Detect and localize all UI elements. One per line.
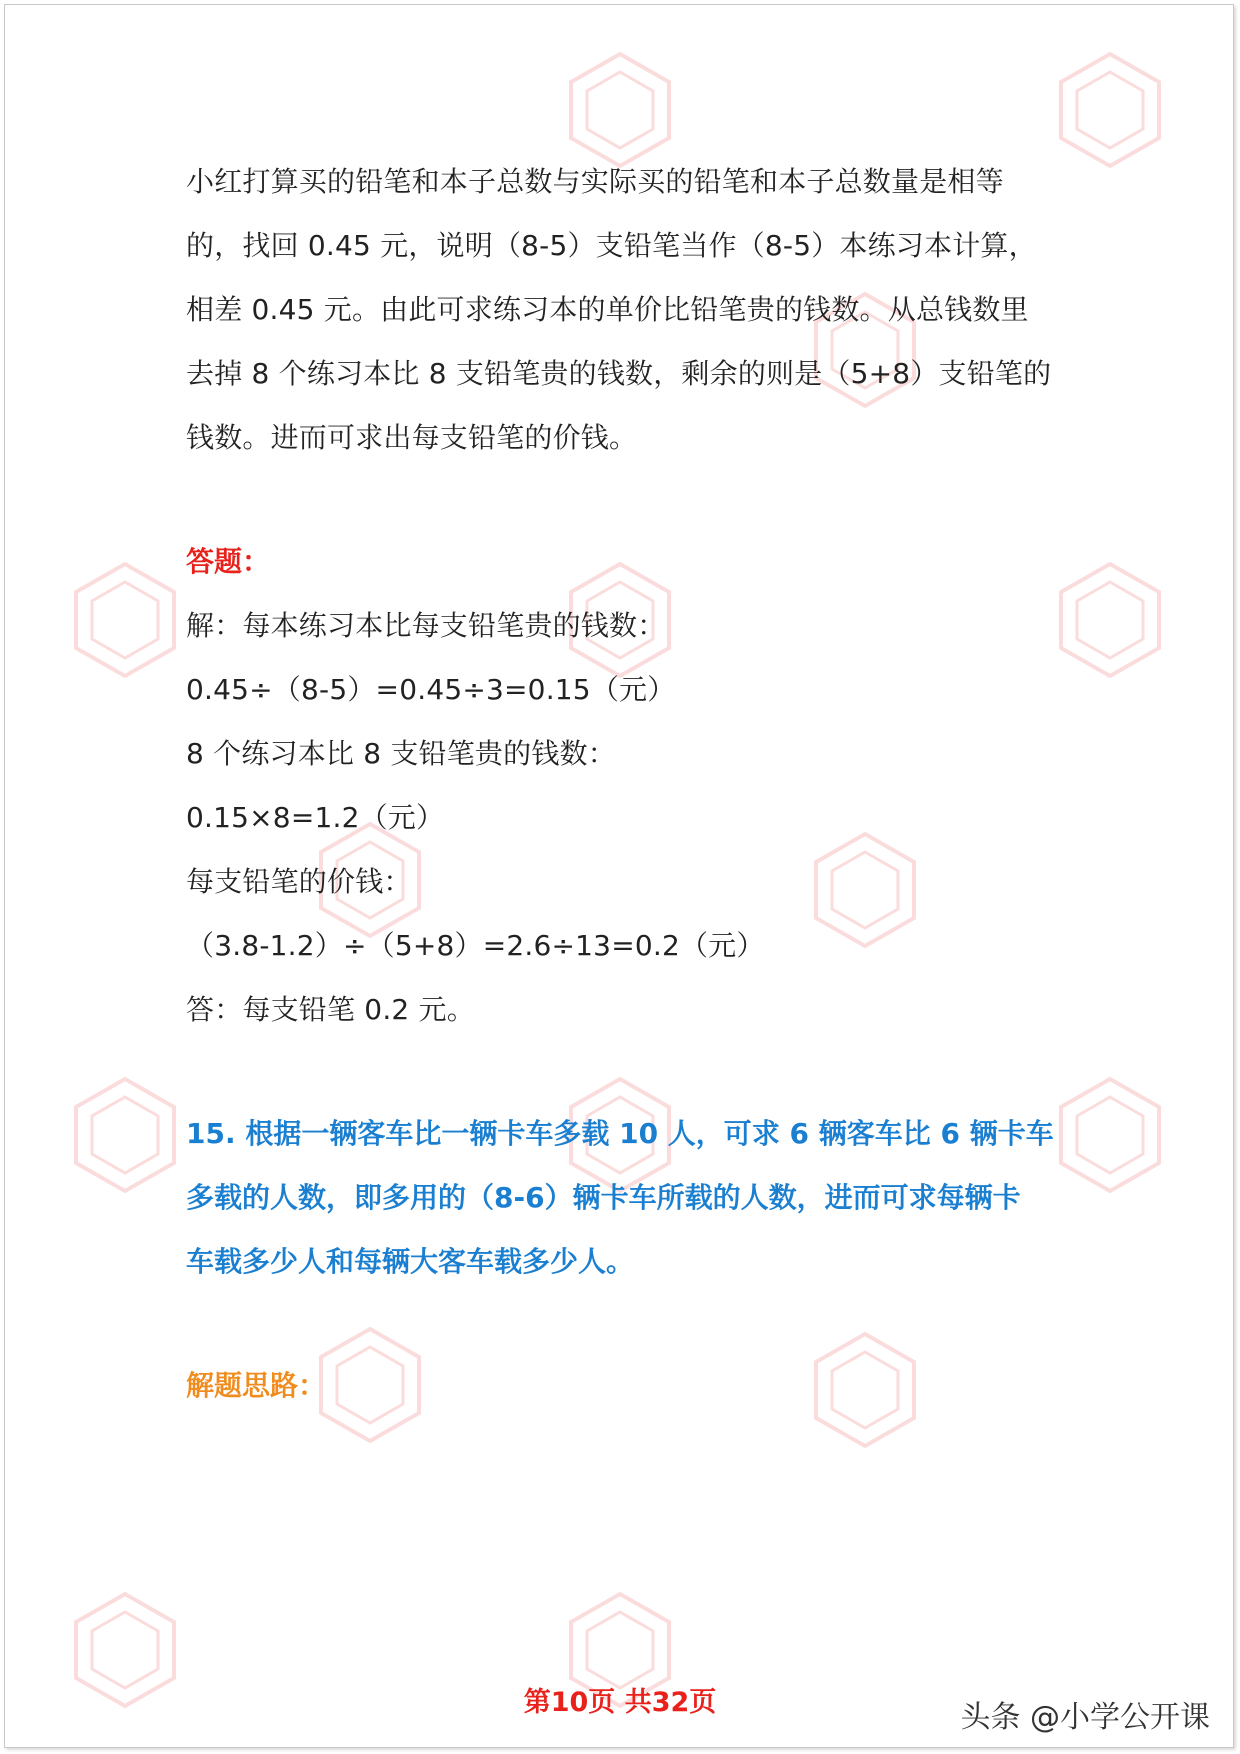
watermark-icon [1055, 560, 1165, 680]
answer-block [186, 530, 1066, 1042]
answer-line: （3.8-1.2）÷（5+8）=2.6÷13=0.2（元） [186, 929, 765, 962]
explanation-line: 钱数。进而可求出每支铅笔的价钱。 [186, 421, 638, 454]
page-number: 第10页 共32页 [523, 1687, 717, 1718]
explanation-line: 相差 0.45 元。由此可求练习本的单价比铅笔贵的钱数。从总钱数里 [186, 293, 1029, 326]
watermark-icon [1055, 50, 1165, 170]
explanation-line: 去掉 8 个练习本比 8 支铅笔贵的钱数，剩余的则是（5+8）支铅笔的 [186, 357, 1052, 390]
approach-heading: 解题思路： [186, 1369, 327, 1402]
answer-line: 每支铅笔的价钱： [186, 865, 412, 898]
answer-heading: 答题： [186, 545, 271, 578]
problem-line: 15. 根据一辆客车比一辆卡车多载 10 人，可求 6 辆客车比 6 辆卡车 [186, 1117, 1054, 1150]
watermark-icon [70, 560, 180, 680]
answer-line: 8 个练习本比 8 支铅笔贵的钱数： [186, 737, 616, 770]
problem-15-block [186, 1102, 1066, 1294]
source-watermark: 头条 @小学公开课 [960, 1700, 1210, 1735]
explanation-block [186, 150, 1066, 470]
explanation-line: 小红打算买的铅笔和本子总数与实际买的铅笔和本子总数量是相等 [186, 165, 1004, 198]
document-body [186, 150, 1066, 1418]
watermark-icon [1055, 1075, 1165, 1195]
problem-line: 车载多少人和每辆大客车载多少人。 [186, 1245, 635, 1278]
watermark-icon [70, 1075, 180, 1195]
problem-line: 多载的人数，即多用的（8-6）辆卡车所载的人数，进而可求每辆卡 [186, 1181, 1021, 1214]
answer-line: 0.45÷（8-5）=0.45÷3=0.15（元） [186, 673, 676, 706]
explanation-line: 的，找回 0.45 元，说明（8-5）支铅笔当作（8-5）本练习本计算， [186, 229, 1037, 262]
answer-line: 答：每支铅笔 0.2 元。 [186, 993, 475, 1026]
answer-line: 解：每本练习本比每支铅笔贵的钱数： [186, 609, 666, 642]
answer-line: 0.15×8=1.2（元） [186, 801, 445, 834]
